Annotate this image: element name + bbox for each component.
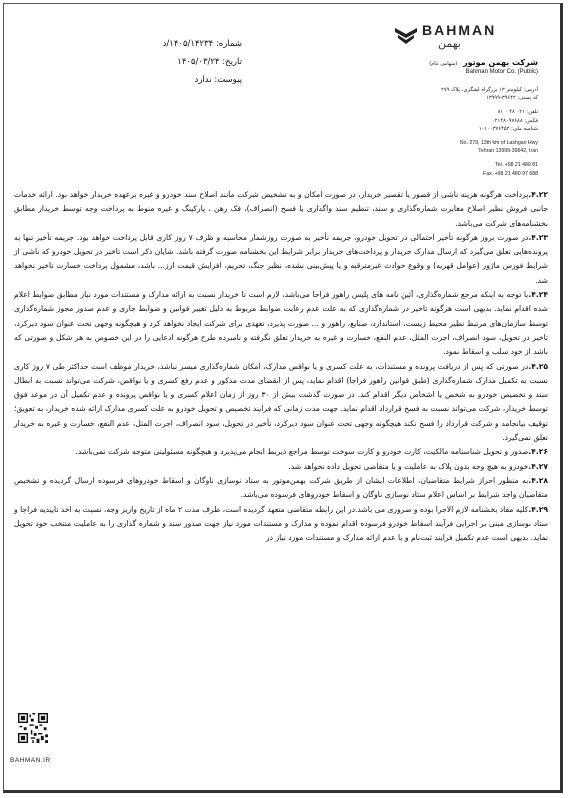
letter-reference — [152, 35, 242, 89]
address-fa: آدرس: کیلومتر ۱۳ بزرگراه لشگری، پلاک ۲۷۹ — [441, 87, 538, 93]
postcode-fa: کد پستی: ۳۹۶۴۲-۱۳۹۹۹ — [486, 95, 538, 102]
address-en-line2: Tehran 13999-39642, Iran — [478, 148, 538, 155]
brand-name-fa: بهمن — [438, 37, 461, 50]
fax-fa: فکس: ۰۲۱۴۸۰۹۷۶۸۸ — [491, 117, 538, 124]
company-registration-type: (سهامی عام) — [429, 61, 458, 67]
clause-4-26: ۴.۲۶.صدور و تحویل شناسنامه مالکیت، کارت خودرو و کارت سوخت توسط مراجع ذیربط انجام می‌پذیرد و هیچگونه مسئولیتی متوجه شرکت نمی‌باشد. — [75, 447, 548, 457]
bahman-logo-icon — [394, 26, 418, 46]
clause-4-24: ۴.۲۴.با توجه به اینکه مرجع شماره‌گذاری، آئین نامه های پلیس راهور فراجا می‌باشد، لازم است تا خریدار نسبت به ارائه مدارک و مستندات مورد نیاز مطابق ضوابط اعلام شده اقدام نماید. بدیهی است هرگونه تاخیر در شماره‌گذاری که به علت عدم رعایت ضوابط مربوط به دلیل تغییر قوانین و ضوابط جاری و عدم صدور مجوز شماره‌گذاری توسط سازمان‌های مرتبط نظیر محیط زیست، استاندارد، صنایع، راهور و ... صورت پذیرد، تعهدی برای شرکت ایجاد نخواهد کرد و هیچگونه وجهی تحت عنوان سود دیرکرد، تاخیر در تحویل، سود انصراف، اجرت المثل، عدم النفع، خسارت و غیره به خریدار تعلق نگرفته و نامبرده طرح هرگونه ادعایی را در این خصوص به هر شکل و صورتی که باشد از خود سلب و اسقاط نمود. — [14, 290, 548, 357]
fax-en: Fax. +98 21 480 97 688 — [483, 170, 538, 177]
clause-4-23: ۴.۲۳.در صورت بروز هرگونه تأخیر احتمالی در تحویل خودرو، جریمه تأخیر به صورت روزشمار محاسبه و ظرف ۷ روز کاری قابل پرداخت خواهد بود. جریمه تأخیر تنها به پرونده‌هایی تعلق می‌گیرد که ارسال مدارک خریدار و پرداخت‌های خریدار برابر شرایط این بخشنامه صورت گرفته باشد. شایان ذکر است تاخیر در تحویل خودرو که ناشی از شرایط فورس ماژور (عوامل قهریه) و وقوع حوادث غیرمترقبه و یا پیش‌بینی نشده، نظیر جنگ، تحریم، افزایش قیمت ارز... باشد، مشمول پرداخت خسارت تاخیر نخواهد شد. — [14, 232, 548, 285]
footer-website[interactable]: BAHMAN.IR — [10, 757, 51, 764]
company-name-en: Bahman Motor Co. (Public) — [465, 69, 538, 75]
letter-attachment: پیوست: ندارد — [194, 75, 242, 85]
clause-4-22: ۴.۲۲.پرداخت هرگونه هزینه ناشی از قصور یا تقصیر خریدار، در صورت امکان و به تشخیص شرکت مانند اصلاح سند خودرو و غیره برعهده خریدار خواهد بود. ارائه خدمات جانبی فروش نظیر اصلاح مغایرت شماره‌گذاری و سند، تنظیم سند واگذاری یا فسخ (انصراف)، فک رهن ، پارکینگ و غیره منوط به پرداخت وجه توسط خریدار مطابق بخشنامه‌های شرکت می‌باشد. — [14, 190, 548, 228]
letter-body — [14, 188, 548, 545]
clause-4-29: ۴.۲۹.کلیه مفاد بخشنامه لازم الاجرا بوده و ضروری می باشد.در این رابطه متقاضی متعهد گردیده است، ظرف مدت ۲ ماه از تاریخ واریز وجه، نسبت به اخذ تاییدیه فراجا و ستاد نوسازی مبنی بر اجرایی فرآیند اسقاط خودرو فرسوده اقدام نموده و مدارک و مستندات مورد نیاز جهت صدور سند و شماره گذاری را به عاملیت منتخب خود تحویل نماید. بدیهی است عدم تکمیل فرایند ثبت‌نام و یا عدم ارائه مدارک و مستندات مورد نیاز در — [14, 504, 548, 543]
clause-4-27: ۴.۲۷.خودرو به هیچ وجه بدون پلاک به عاملیت و یا متقاضی تحویل داده نخواهد شد. — [288, 461, 548, 471]
phone-fa: تلفن: ۰۲۱ ۴۸ ۰ ۸۱ — [497, 109, 538, 116]
contact-info — [378, 86, 538, 178]
company-name-block — [398, 58, 538, 75]
qr-code-icon — [18, 713, 48, 743]
letter-number: شماره: ۱۴۰۵/۱۴۲۳۴/د — [162, 39, 242, 49]
brand-name-en: BAHMAN — [422, 22, 497, 38]
clause-4-25: ۴.۲۵.در صورتی که پس از دریافت پرونده و مستندات، به علت کسری و یا نواقص مدارک، امکان شماره‌گذاری میسر نباشد، خریدار موظف است حداکثر طی ۷ روز کاری نسبت به تکمیل مدارک شماره‌گذاری (طبق قوانین راهور فراجا) اقدام نماید، پس از انقضای مدت مذکور و عدم رفع کسری و یا نواقص، شرکت می‌تواند نسبت به ابطال سند و تخصیص خودرو به شخص یا اشخاص دیگر اقدام کند. در صورت گذشت بیش از ۳۰ روز از زمان اعلام کسری و یا نواقص پرونده و عدم تکمیل آن در موعد فوق توسط خریدار، شرکت می‌تواند نسبت به فسخ قرارداد اقدام نماید. جهت مدت زمانی که فرایند تخصیص و تحویل خودرو به علت کسری مدارک ارائه شده خریدار، به تعویق؛ توقیف بیانجامد و شرکت قرارداد را فسخ نکند هیچگونه وجهی تحت عنوان سود دیرکرد، تأخیر در تحویل، سود انصراف، اجرت المثل، عدم النفع، خسارت و غیره به خریدار تعلق نمی‌گیرد. — [14, 361, 548, 443]
company-name-fa: شرکت بهمن موتور (سهامی عام) — [429, 58, 538, 67]
national-id-fa: شناسه ملی: ۱۰۱۰۰۳۷۶۴۵۲ — [478, 125, 538, 132]
phone-en: Tel. +98 21 480 81 — [495, 162, 538, 169]
address-en-line1: No. 279, 13th km of Lashgari Hwy — [459, 140, 538, 147]
letter-date: تاریخ: ۱۴۰۵/۰۳/۲۴ — [177, 57, 242, 67]
clause-4-28: ۴.۲۸.به منظور احراز شرایط متقاضیان، اطلاعات ایشان از طریق شرکت بهمن‌موتور به ستاد نوسازی ناوگان و اسقاط خودروهای فرسوده ارسال گردیده و تشخیص متقاضیان واجد شرایط بر اساس اعلام ستاد نوسازی ناوگان و اسقاط خودروهای فرسوده می‌باشد. — [14, 475, 548, 500]
company-logo — [394, 22, 544, 52]
